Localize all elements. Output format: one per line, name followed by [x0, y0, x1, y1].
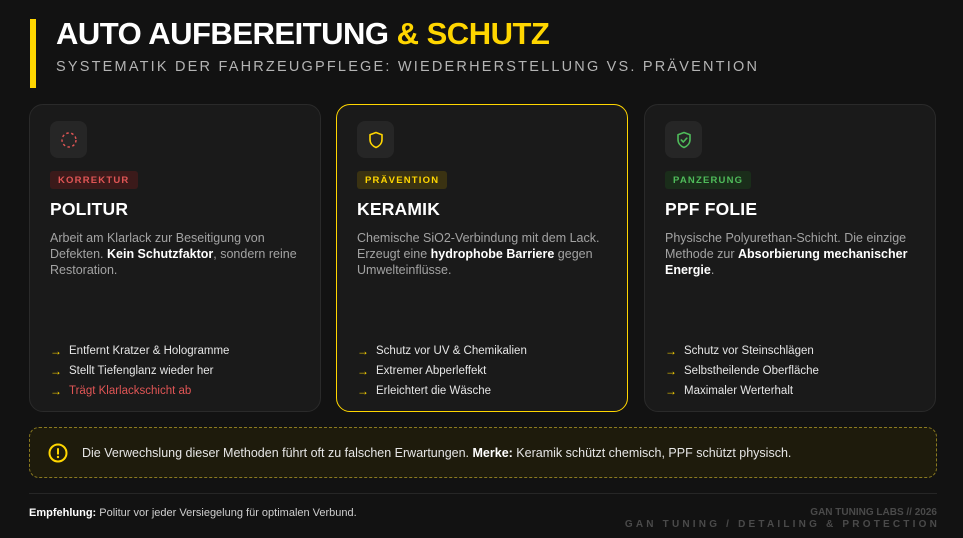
card-icon-box: [50, 121, 87, 158]
badge-panzerung: PANZERUNG: [665, 171, 751, 189]
arrow-right-icon: →: [357, 364, 369, 378]
card-icon-box: [665, 121, 702, 158]
card-icon-box: [357, 121, 394, 158]
accent-bar: [30, 19, 36, 88]
list-item-warning: → Trägt Klarlackschicht ab: [50, 384, 192, 398]
notice-box: [29, 427, 937, 478]
card-title: PPF FOLIE: [665, 199, 758, 219]
arrow-right-icon: →: [665, 384, 677, 398]
list-item: → Erleichtert die Wäsche: [357, 384, 492, 398]
info-circle-icon: [47, 442, 69, 464]
card-ppf-folie: [644, 104, 936, 412]
title-main: AUTO AUFBEREITUNG: [56, 16, 389, 51]
title-accent: & SCHUTZ: [396, 16, 550, 51]
list-item: → Entfernt Kratzer & Hologramme: [50, 344, 230, 358]
list-item: → Selbstheilende Oberfläche: [665, 364, 819, 378]
arrow-right-icon: →: [357, 344, 369, 358]
arrow-right-icon: →: [50, 344, 62, 358]
card-title: KERAMIK: [357, 199, 441, 219]
list-item: → Maximaler Werterhalt: [665, 384, 794, 398]
page-subtitle: SYSTEMATIK DER FAHRZEUGPFLEGE: WIEDERHERSTELLUNG VS. PRÄVENTION: [56, 59, 760, 75]
list-item: → Schutz vor Steinschlägen: [665, 344, 814, 358]
card-description: Chemische SiO2-Verbindung mit dem Lack. Erzeugt eine hydrophobe Barriere gegen Umwelteinflüsse.: [357, 231, 600, 277]
card-description: Physische Polyurethan-Schicht. Die einzige Methode zur Absorbierung mechanischer Energie.: [665, 231, 908, 277]
arrow-right-icon: →: [50, 384, 62, 398]
list-item: → Extremer Abperleffekt: [357, 364, 487, 378]
arrow-right-icon: →: [665, 364, 677, 378]
card-politur: [29, 104, 321, 412]
arrow-right-icon: →: [50, 364, 62, 378]
feature-list: [50, 341, 229, 401]
feature-list: [357, 341, 527, 401]
feature-list: [665, 341, 819, 401]
arrow-right-icon: →: [357, 384, 369, 398]
shield-check-icon: [675, 131, 693, 149]
dashed-circle-icon: [60, 131, 78, 149]
badge-korrektur: KORREKTUR: [50, 171, 138, 189]
page-title: [56, 16, 549, 52]
badge-praevention: PRÄVENTION: [357, 171, 447, 189]
notice-text: Die Verwechslung dieser Methoden führt oft zu falschen Erwartungen. Merke: Keramik schützt chemisch, PPF schützt physisch.: [82, 446, 792, 460]
shield-icon: [367, 131, 385, 149]
footer-recommendation: Empfehlung: Politur vor jeder Versiegelung für optimalen Verbund.: [29, 507, 357, 519]
footer-brand: GAN TUNING LABS // 2026: [810, 507, 937, 518]
card-title: POLITUR: [50, 199, 129, 219]
list-item: → Schutz vor UV & Chemikalien: [357, 344, 527, 358]
footer-divider: [29, 493, 937, 494]
footer-tagline: GAN TUNING / DETAILING & PROTECTION: [624, 519, 940, 530]
list-item: → Stellt Tiefenglanz wieder her: [50, 364, 214, 378]
card-keramik: [336, 104, 628, 412]
card-description: Arbeit am Klarlack zur Beseitigung von Defekten. Kein Schutzfaktor, sondern reine Restoration.: [50, 231, 297, 277]
arrow-right-icon: →: [665, 344, 677, 358]
